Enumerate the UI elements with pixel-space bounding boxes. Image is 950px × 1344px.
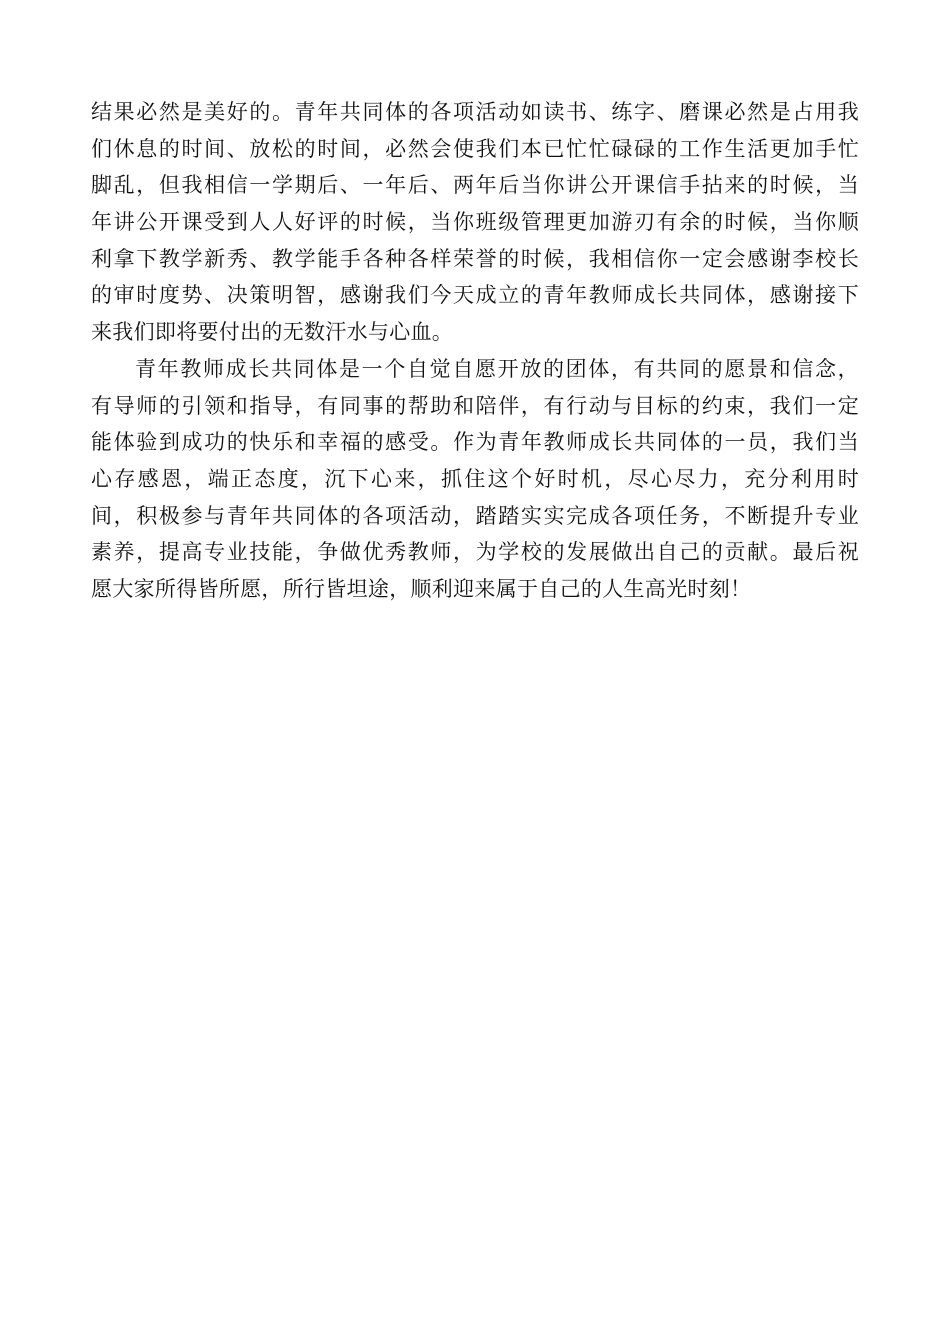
- paragraph-2: [91, 351, 859, 608]
- text-line: 们休息的时间、放松的时间，必然会使我们本已忙忙碌碌的工作生活更加手忙: [91, 136, 859, 161]
- text-line: 青年教师成长共同体是一个自觉自愿开放的团体，有共同的愿景和信念，: [135, 356, 859, 381]
- text-line: 的审时度势、决策明智，感谢我们今天成立的青年教师成长共同体，感谢接下: [91, 283, 859, 308]
- text-line: 结果必然是美好的。青年共同体的各项活动如读书、练字、磨课必然是占用我: [91, 100, 859, 124]
- text-line: 能体验到成功的快乐和幸福的感受。作为青年教师成长共同体的一员，我们当: [91, 430, 859, 455]
- document-body: [91, 94, 859, 608]
- text-line: 年讲公开课受到人人好评的时候，当你班级管理更加游刃有余的时候，当你顺: [91, 210, 859, 235]
- paragraph-1: [91, 94, 859, 351]
- text-line: 有导师的引领和指导，有同事的帮助和陪伴，有行动与目标的约束，我们一定: [91, 393, 859, 418]
- text-line: 素养，提高专业技能，争做优秀教师，为学校的发展做出自己的贡献。最后祝: [91, 540, 859, 565]
- text-line: 脚乱，但我相信一学期后、一年后、两年后当你讲公开课信手拈来的时候，当: [91, 173, 859, 198]
- text-line: 间，积极参与青年共同体的各项活动，踏踏实实完成各项任务，不断提升专业: [91, 503, 859, 528]
- text-line: 利拿下教学新秀、教学能手各种各样荣誉的时候，我相信你一定会感谢李校长: [91, 246, 859, 271]
- text-line: 愿大家所得皆所愿，所行皆坦途，顺利迎来属于自己的人生高光时刻！: [91, 576, 752, 601]
- text-line: 心存感恩，端正态度，沉下心来，抓住这个好时机，尽心尽力，充分利用时: [91, 466, 859, 491]
- text-line: 来我们即将要付出的无数汗水与心血。: [91, 320, 454, 345]
